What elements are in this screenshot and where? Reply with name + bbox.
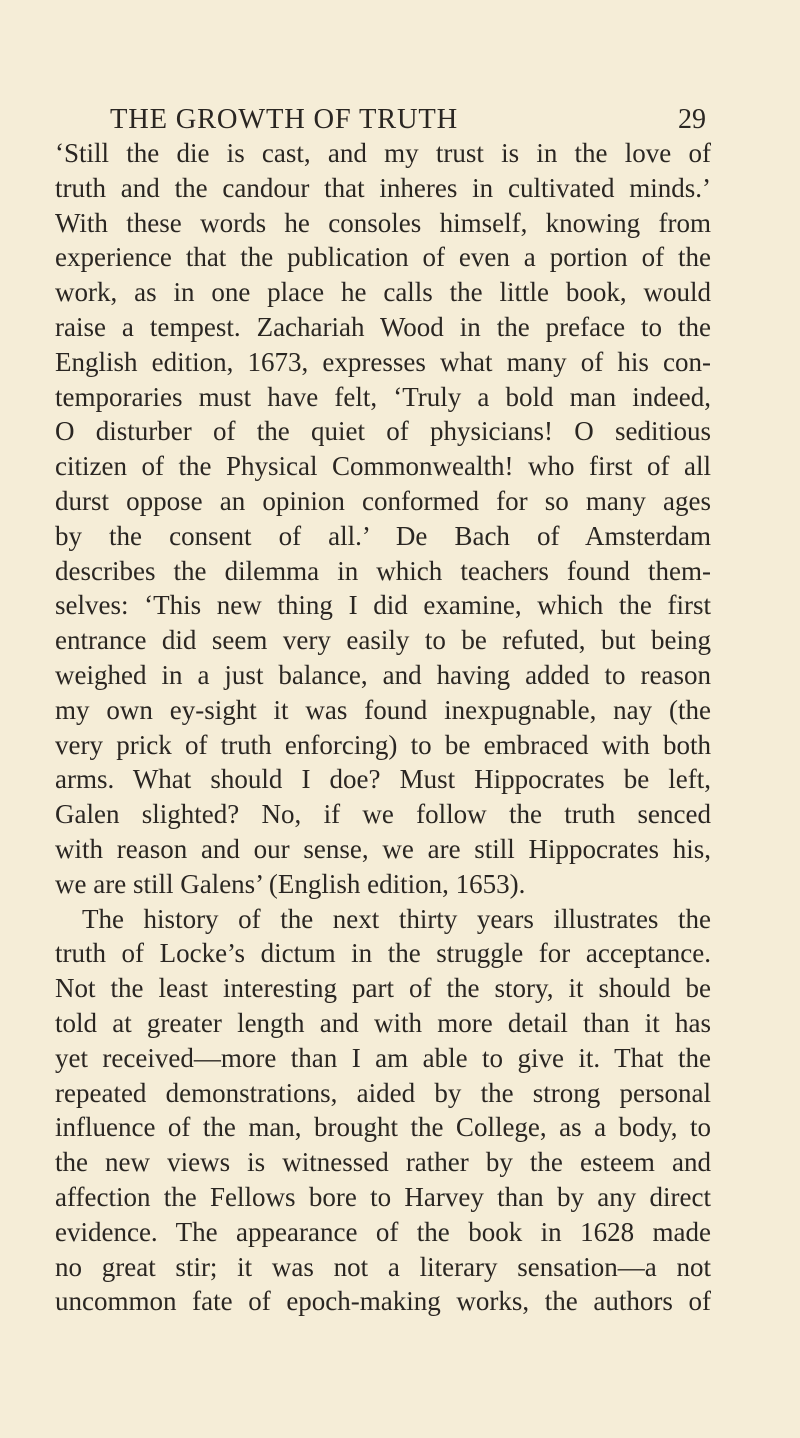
text-line: truth and the candour that inheres in cultivated minds.’ <box>55 172 711 203</box>
text-line: no great stir; it was not a literary sensation—a not <box>55 1251 711 1282</box>
text-line: English edition, 1673, expresses what many of his con- <box>55 346 711 377</box>
text-line: by the consent of all.’ De Bach of Amsterdam <box>55 520 711 551</box>
text-line: uncommon fate of epoch-making works, the authors of <box>55 1286 711 1317</box>
text-line: ‘Still the die is cast, and my trust is in the love of <box>55 138 711 168</box>
text-line: we are still Galens’ (English edition, 1653). <box>55 868 526 899</box>
running-title: THE GROWTH OF TRUTH <box>110 104 458 135</box>
text-line: temporaries must have felt, ‘Truly a bold man indeed, <box>55 381 711 412</box>
text-line: yet received—more than I am able to give it. That the <box>55 1042 711 1073</box>
text-line: affection the Fellows bore to Harvey than by any direct <box>55 1181 711 1212</box>
text-line: truth of Locke’s dictum in the struggle for acceptance. <box>55 938 711 969</box>
text-line: raise a tempest. Zachariah Wood in the preface to the <box>55 311 711 342</box>
text-line: weighed in a just balance, and having added to reason <box>55 659 711 690</box>
text-line: Not the least interesting part of the story, it should be <box>55 973 711 1004</box>
text-line: evidence. The appearance of the book in 1628 made <box>55 1216 711 1247</box>
text-line: durst oppose an opinion conformed for so many ages <box>55 485 711 516</box>
page-number: 29 <box>678 104 706 135</box>
body-text <box>55 136 711 1319</box>
text-line: O disturber of the quiet of physicians! O seditious <box>55 416 711 447</box>
text-line: arms. What should I doe? Must Hippocrates be left, <box>55 764 711 795</box>
text-line: selves: ‘This new thing I did examine, which the first <box>55 590 711 621</box>
text-line: work, as in one place he calls the little book, would <box>55 277 711 308</box>
running-head <box>110 100 706 140</box>
text-line: told at greater length and with more detail than it has <box>55 1007 711 1038</box>
text-line: The history of the next thirty years illustrates the <box>82 903 711 934</box>
text-line: the new views is witnessed rather by the esteem and <box>55 1147 711 1178</box>
text-line: Galen slighted? No, if we follow the truth senced <box>55 799 711 830</box>
text-line: describes the dilemma in which teachers found them- <box>55 555 711 586</box>
text-line: citizen of the Physical Commonwealth! who first of all <box>55 451 711 482</box>
text-line: my own ey-sight it was found inexpugnable, nay (the <box>55 694 711 725</box>
text-line: With these words he consoles himself, knowing from <box>55 207 711 238</box>
text-line: entrance did seem very easily to be refuted, but being <box>55 625 711 656</box>
text-line: experience that the publication of even a portion of the <box>55 242 711 273</box>
text-line: very prick of truth enforcing) to be embraced with both <box>55 729 711 760</box>
text-line: influence of the man, brought the College, as a body, to <box>55 1112 711 1143</box>
text-line: with reason and our sense, we are still Hippocrates his, <box>55 833 711 864</box>
text-line: repeated demonstrations, aided by the strong personal <box>55 1077 711 1108</box>
